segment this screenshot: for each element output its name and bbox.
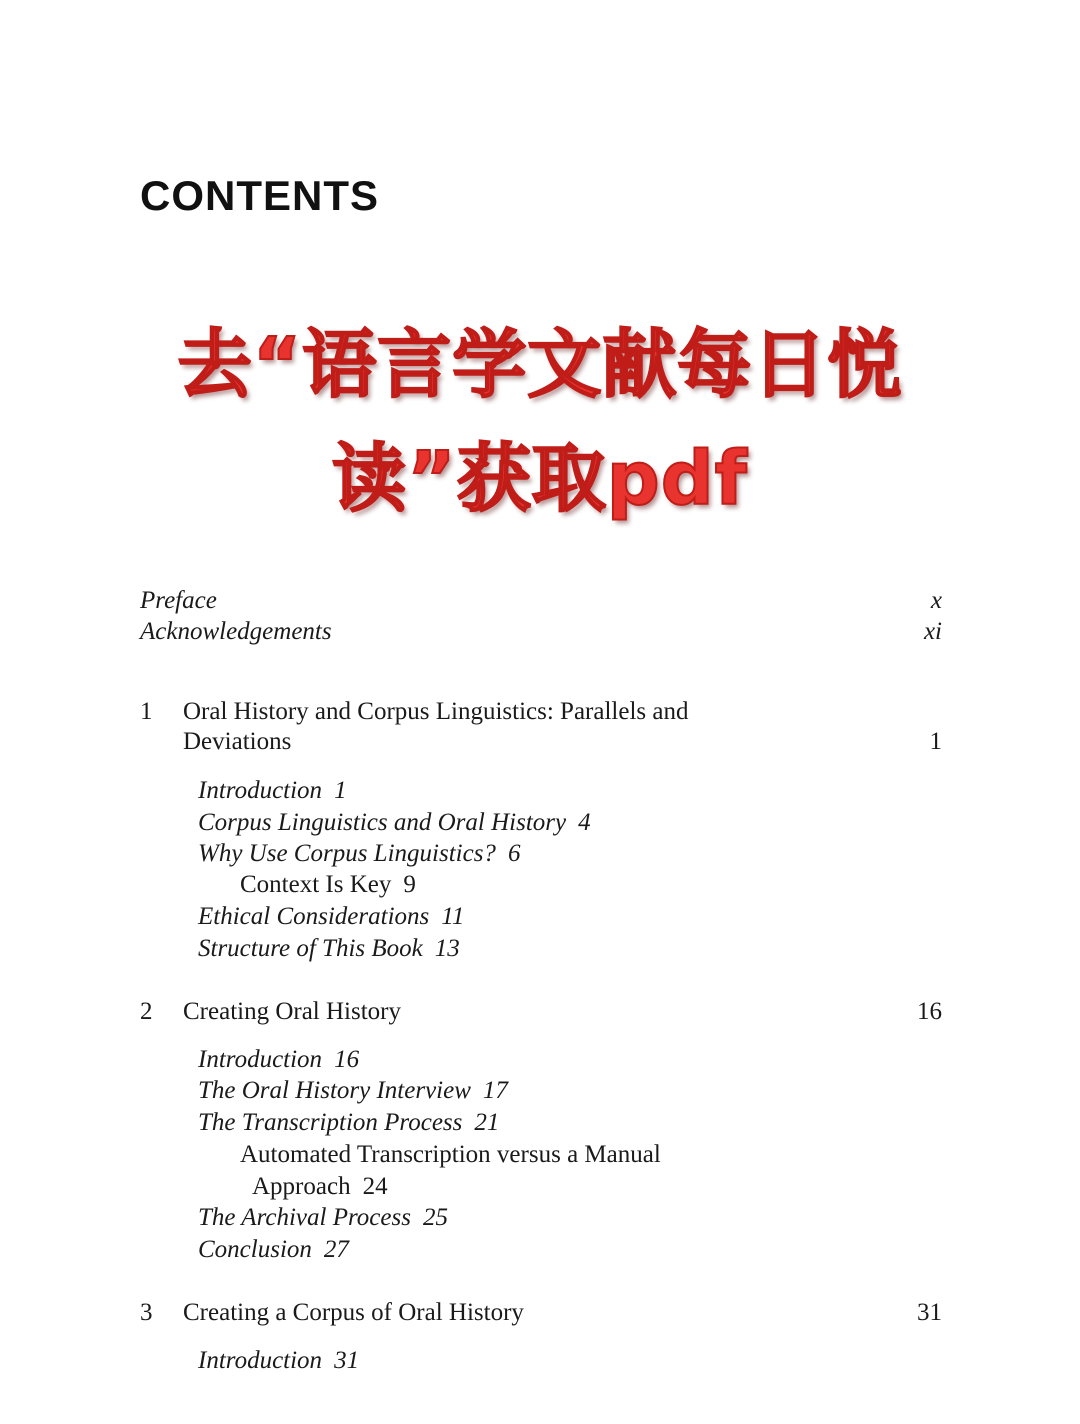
- section-entry[interactable]: The Transcription Process 21: [198, 1109, 500, 1136]
- subsection-entry-continued[interactable]: Approach 24: [252, 1173, 388, 1200]
- section-entry[interactable]: The Archival Process 25: [198, 1204, 448, 1231]
- watermark-line-1: 去“语言学文献每日悦: [177, 322, 903, 408]
- toc-entry-title: Acknowledgements: [140, 618, 332, 645]
- chapter-number: 3: [140, 1299, 153, 1326]
- chapter-page: 31: [917, 1299, 942, 1326]
- toc-entry-title: Preface: [140, 587, 217, 614]
- section-entry[interactable]: Ethical Considerations 11: [198, 903, 465, 930]
- chapter-number: 1: [140, 698, 153, 725]
- section-entry[interactable]: Introduction 1: [198, 777, 347, 804]
- page-title: CONTENTS: [140, 172, 379, 219]
- toc-entry-preface[interactable]: [140, 586, 942, 616]
- subsection-entry[interactable]: Context Is Key 9: [240, 871, 416, 898]
- section-entry[interactable]: Introduction 31: [198, 1347, 360, 1374]
- chapter-title: Creating a Corpus of Oral History: [183, 1299, 524, 1326]
- subsection-entry[interactable]: Automated Transcription versus a Manual: [240, 1141, 661, 1168]
- chapter-title-continued: Deviations: [183, 728, 292, 755]
- chapter-page: 16: [917, 998, 942, 1025]
- toc-entry-acknowledgements[interactable]: [140, 617, 942, 647]
- chapter-page: 1: [929, 728, 942, 755]
- section-entry[interactable]: Structure of This Book 13: [198, 935, 460, 962]
- section-entry[interactable]: Why Use Corpus Linguistics? 6: [198, 840, 521, 867]
- section-entry[interactable]: The Oral History Interview 17: [198, 1077, 508, 1104]
- watermark-line-2: 读”获取pdf: [332, 436, 748, 522]
- section-entry[interactable]: Corpus Linguistics and Oral History 4: [198, 809, 591, 836]
- chapter-title: Creating Oral History: [183, 998, 402, 1025]
- section-entry[interactable]: Conclusion 27: [198, 1236, 349, 1263]
- chapter-number: 2: [140, 998, 153, 1025]
- section-entry[interactable]: Introduction 16: [198, 1046, 360, 1073]
- chapter-title: Oral History and Corpus Linguistics: Parallels and: [183, 698, 689, 725]
- toc-entry-page: xi: [923, 618, 942, 645]
- toc-entry-page: x: [930, 587, 942, 614]
